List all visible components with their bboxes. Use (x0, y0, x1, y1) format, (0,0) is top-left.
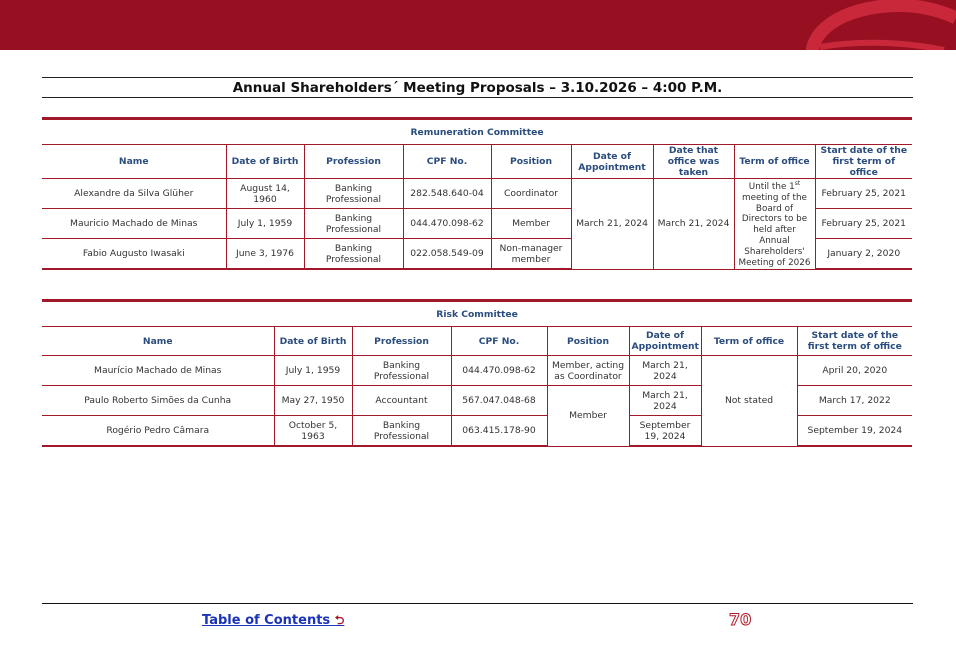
cell-profession: Banking Professional (304, 179, 403, 209)
cell-name: Rogério Pedro Câmara (42, 416, 274, 447)
col-dob: Date of Birth (274, 327, 352, 356)
cell-position: Coordinator (491, 179, 571, 209)
col-position: Position (547, 327, 629, 356)
col-term: Term of office (734, 145, 815, 179)
cell-appointment: March 21, 2024 (571, 179, 653, 270)
page-number: 70 (729, 610, 752, 629)
cell-appointment: March 21, 2024 (629, 356, 701, 386)
term-superscript: st (794, 180, 801, 188)
cell-dob: July 1, 1959 (274, 356, 352, 386)
table-row (42, 179, 912, 209)
cell-start: September 19, 2024 (797, 416, 912, 447)
return-arrow-icon: ⮌ (334, 613, 345, 627)
term-text-end: meeting of the Board of Directors to be held after Annual Shareholders' Meeting of 2026 (738, 192, 811, 268)
cell-cpf: 063.415.178-90 (451, 416, 547, 447)
cell-dob: August 14, 1960 (226, 179, 304, 209)
page-title: Annual Shareholders´ Meeting Proposals – 3.10.2026 – 4:00 P.M. (232, 80, 723, 96)
risk-committee-table (42, 299, 912, 447)
table-row (42, 356, 912, 386)
cell-appointment: March 21, 2024 (629, 386, 701, 416)
cell-term (734, 179, 815, 270)
col-term: Term of office (701, 327, 797, 356)
cell-cpf: 282.548.640-04 (403, 179, 491, 209)
risk-caption: Risk Committee (42, 301, 912, 327)
cell-profession: Accountant (352, 386, 451, 416)
cell-dob: May 27, 1950 (274, 386, 352, 416)
cell-profession: Banking Professional (304, 209, 403, 239)
remuneration-caption: Remuneration Committee (42, 119, 912, 145)
cell-office-taken: March 21, 2024 (653, 179, 734, 270)
cell-profession: Banking Professional (352, 416, 451, 447)
cell-start: March 17, 2022 (797, 386, 912, 416)
title-rule-bottom (42, 97, 913, 98)
cell-name: Fabio Augusto Iwasaki (42, 239, 226, 270)
cell-term: Not stated (701, 356, 797, 447)
table-of-contents-link[interactable] (202, 611, 344, 632)
col-cpf: CPF No. (451, 327, 547, 356)
col-profession: Profession (352, 327, 451, 356)
title-rule-top (42, 77, 913, 78)
toc-label: Table of Contents (202, 613, 331, 628)
col-appointment: Date of Appointment (571, 145, 653, 179)
cell-position: Non-manager member (491, 239, 571, 270)
col-cpf: CPF No. (403, 145, 491, 179)
cell-start: February 25, 2021 (815, 179, 912, 209)
cell-name: Mauricio Machado de Minas (42, 209, 226, 239)
cell-name: Maurício Machado de Minas (42, 356, 274, 386)
col-name: Name (42, 145, 226, 179)
cell-cpf: 567.047.048-68 (451, 386, 547, 416)
cell-appointment: September 19, 2024 (629, 416, 701, 447)
cell-name: Alexandre da Silva Glüher (42, 179, 226, 209)
cell-profession: Banking Professional (352, 356, 451, 386)
cell-position: Member (547, 386, 629, 447)
cell-dob: June 3, 1976 (226, 239, 304, 270)
remuneration-committee-table (42, 117, 912, 270)
col-start: Start date of the first term of office (797, 327, 912, 356)
col-start: Start date of the first term of office (815, 145, 912, 179)
cell-cpf: 022.058.549-09 (403, 239, 491, 270)
cell-position: Member (491, 209, 571, 239)
cell-start: April 20, 2020 (797, 356, 912, 386)
col-position: Position (491, 145, 571, 179)
col-dob: Date of Birth (226, 145, 304, 179)
cell-name: Paulo Roberto Simões da Cunha (42, 386, 274, 416)
cell-cpf: 044.470.098-62 (451, 356, 547, 386)
cell-profession: Banking Professional (304, 239, 403, 270)
header-banner (0, 0, 956, 50)
col-appointment: Date of Appointment (629, 327, 701, 356)
col-name: Name (42, 327, 274, 356)
col-profession: Profession (304, 145, 403, 179)
term-text-start: Until the 1 (748, 182, 795, 193)
brand-logo-icon (0, 0, 956, 50)
cell-position: Member, acting as Coordinator (547, 356, 629, 386)
cell-start: February 25, 2021 (815, 209, 912, 239)
cell-dob: July 1, 1959 (226, 209, 304, 239)
col-office-taken: Date that office was taken (653, 145, 734, 179)
cell-cpf: 044.470.098-62 (403, 209, 491, 239)
cell-start: January 2, 2020 (815, 239, 912, 270)
cell-dob: October 5, 1963 (274, 416, 352, 447)
footer-rule (42, 603, 913, 604)
